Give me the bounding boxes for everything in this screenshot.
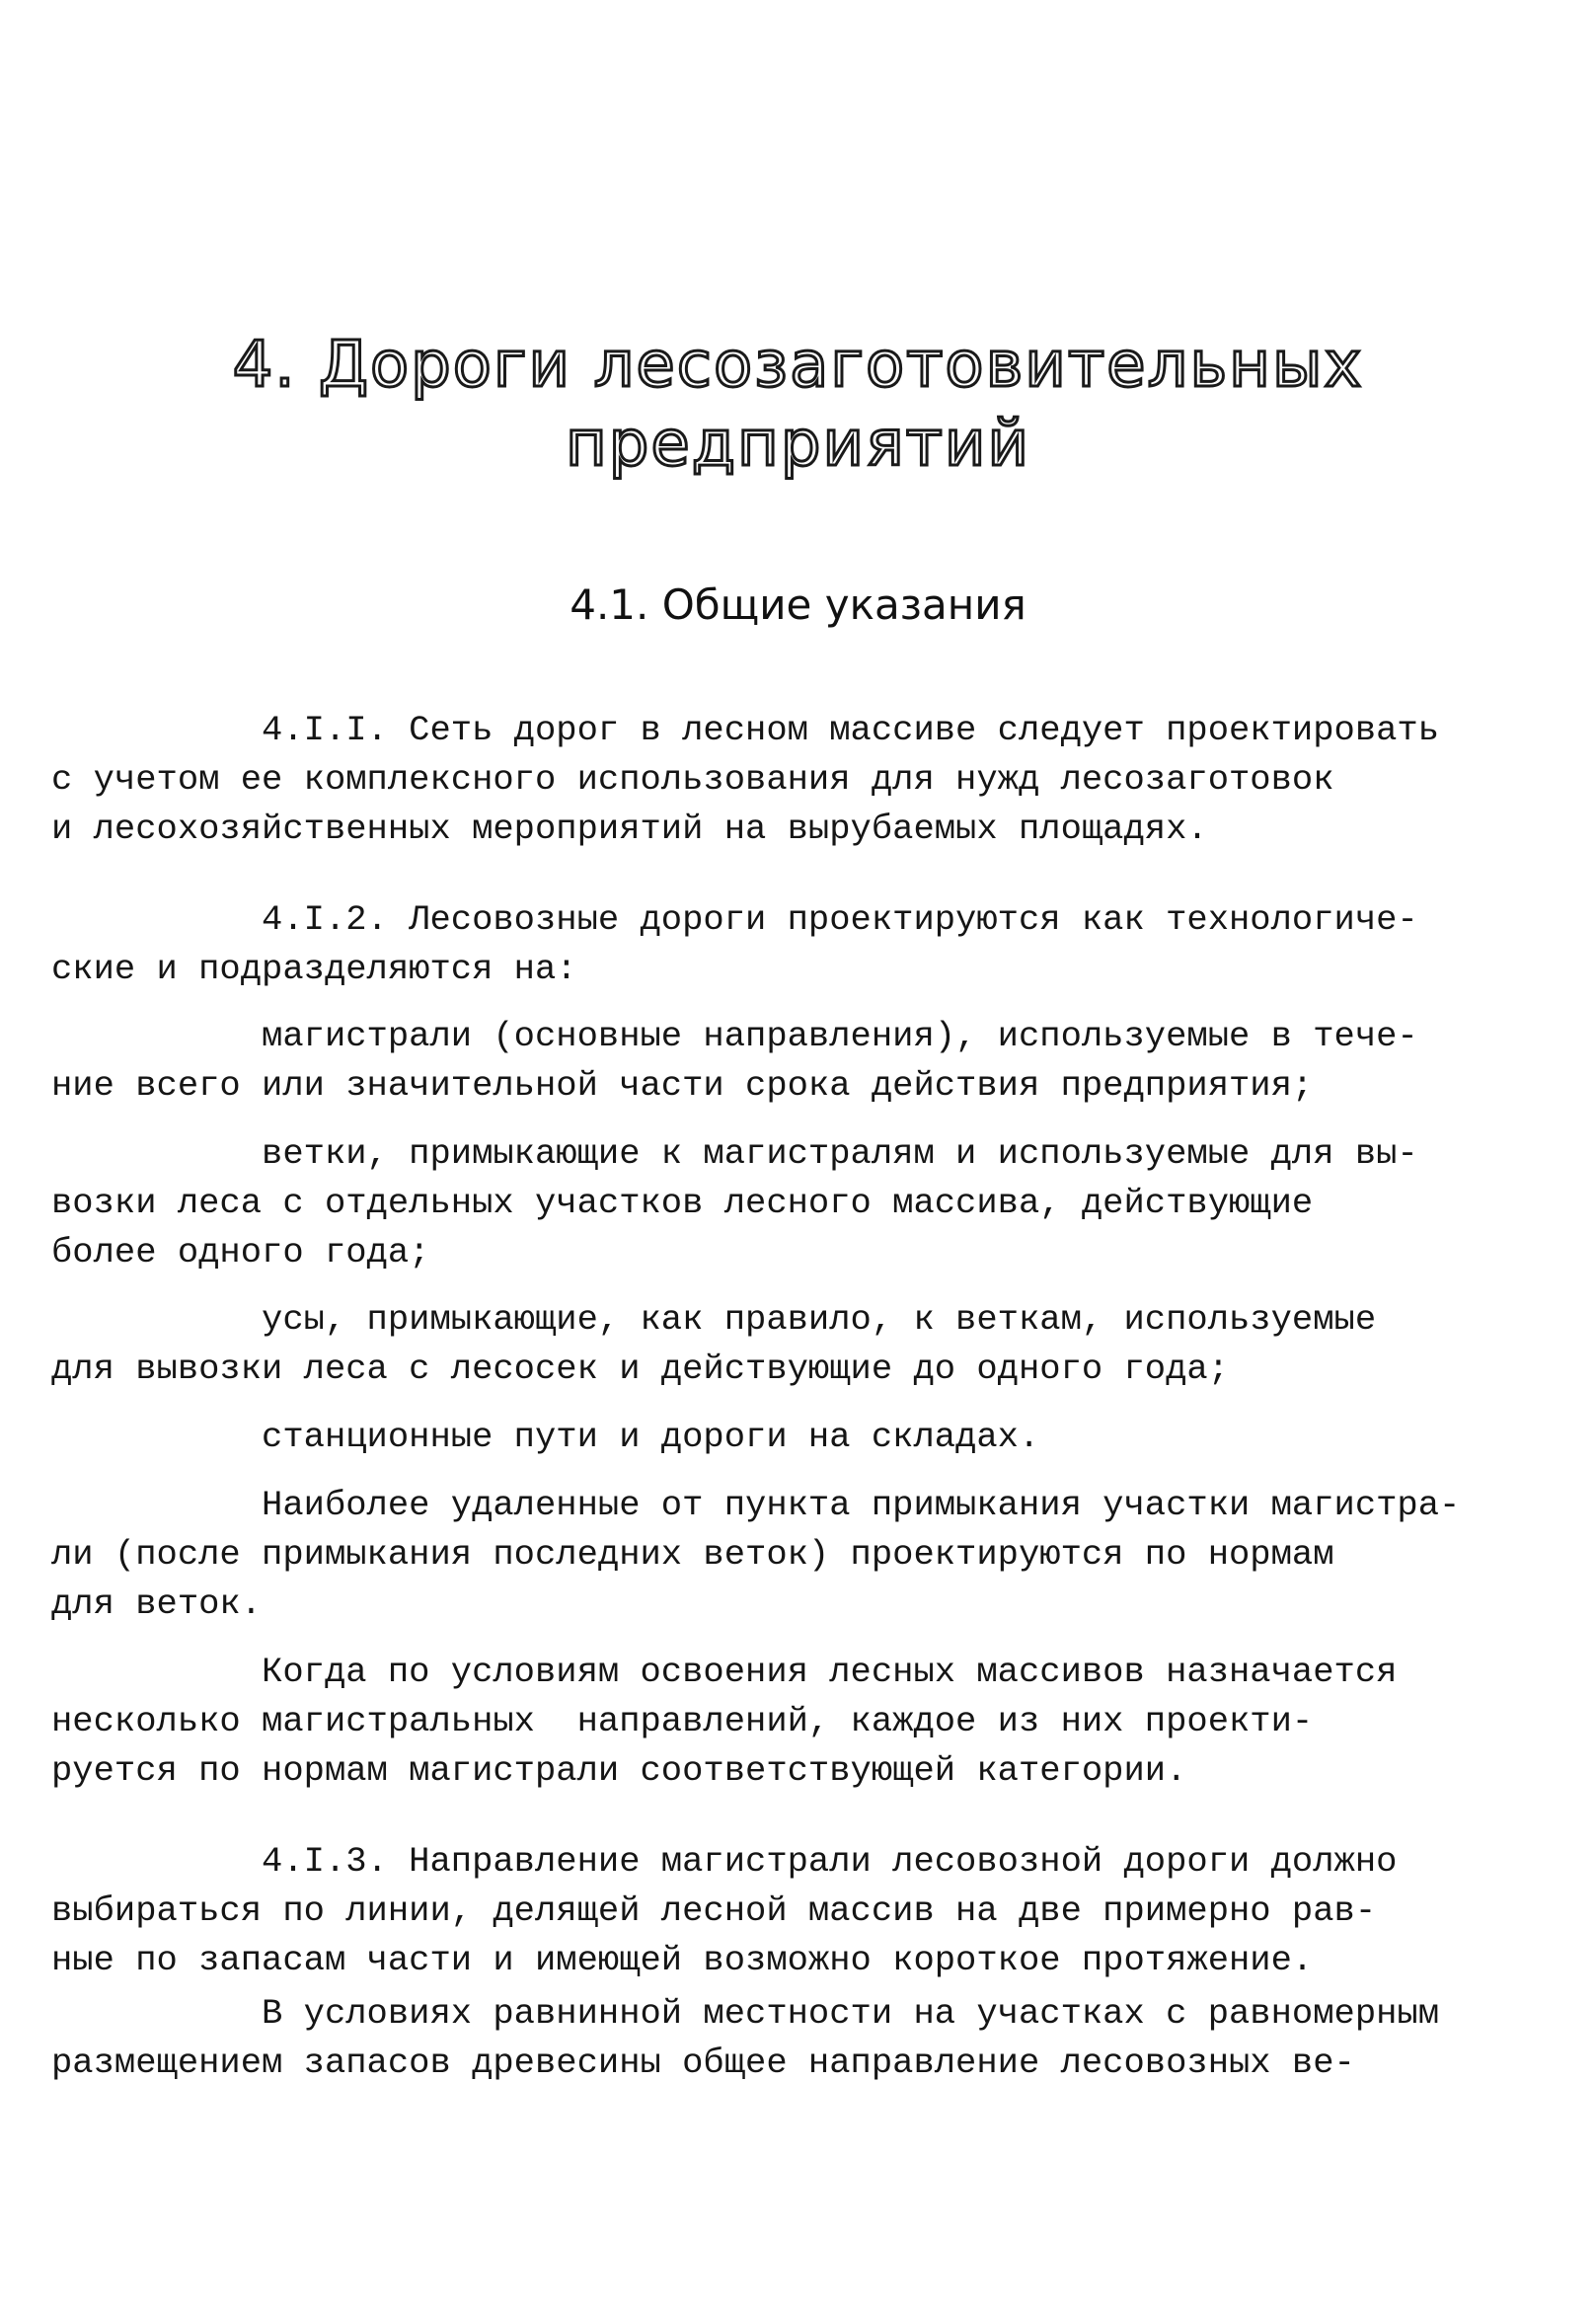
item-magistrali-line-2: ние всего или значительной части срока действия предприятия; — [51, 1065, 1314, 1106]
paragraph-several-line-3: руется по нормам магистрали соответствующей категории. — [51, 1750, 1187, 1791]
paragraph-4-1-3-line-1: 4.I.3. Направление магистрали лесовозной дороги должно — [51, 1841, 1398, 1882]
paragraph-remote-line-1: Наиболее удаленные от пункта примыкания участки магистра- — [51, 1485, 1461, 1525]
paragraph-4-1-1-line-2: с учетом ее комплексного использования для нужд лесозаготовок — [51, 759, 1334, 800]
paragraph-remote-line-2: ли (после примыкания последних веток) проектируются по нормам — [51, 1534, 1334, 1575]
chapter-title-line-2: предприятий — [565, 408, 1031, 481]
paragraph-several-line-2: несколько магистральных направлений, каждое из них проекти- — [51, 1701, 1314, 1741]
paragraph-plain-line-2: размещением запасов древесины общее направление лесовозных ве- — [51, 2043, 1355, 2083]
chapter-title — [0, 326, 1596, 484]
item-vetki-line-1: ветки, примыкающие к магистралям и используемые для вы- — [51, 1133, 1418, 1174]
paragraph-several-line-1: Когда по условиям освоения лесных массивов назначается — [51, 1652, 1398, 1692]
section-title: 4.1. Общие указания — [570, 580, 1026, 629]
paragraph-4-1-2-line-1: 4.I.2. Лесовозные дороги проектируются как технологиче- — [51, 899, 1418, 940]
item-vetki-line-2: возки леса с отдельных участков лесного массива, действующие — [51, 1183, 1314, 1223]
item-stantsionnye-line: станционные пути и дороги на складах. — [51, 1417, 1040, 1457]
item-magistrali-line-1: магистрали (основные направления), используемые в тече- — [51, 1016, 1418, 1056]
item-usy-line-2: для вывозки леса с лесосек и действующие до одного года; — [51, 1349, 1229, 1389]
paragraph-4-1-3-line-3: ные по запасам части и имеющей возможно короткое протяжение. — [51, 1940, 1314, 1980]
paragraph-4-1-1-line-1: 4.I.I. Сеть дорог в лесном массиве следует проектировать — [51, 710, 1440, 750]
paragraph-remote-line-3: для веток. — [51, 1583, 263, 1624]
paragraph-4-1-1-line-3: и лесохозяйственных мероприятий на вырубаемых площадях. — [51, 809, 1208, 849]
item-usy-line-1: усы, примыкающие, как правило, к веткам, используемые — [51, 1299, 1377, 1340]
item-vetki-line-3: более одного года; — [51, 1232, 430, 1273]
chapter-title-line-1: 4. Дороги лесозаготовительных — [232, 329, 1364, 402]
paragraph-4-1-3-line-2: выбираться по линии, делящей лесной массив на две примерно рав- — [51, 1890, 1377, 1931]
paragraph-4-1-2-line-2: ские и подразделяются на: — [51, 949, 577, 989]
paragraph-plain-line-1: В условиях равнинной местности на участках с равномерным — [51, 1993, 1440, 2034]
